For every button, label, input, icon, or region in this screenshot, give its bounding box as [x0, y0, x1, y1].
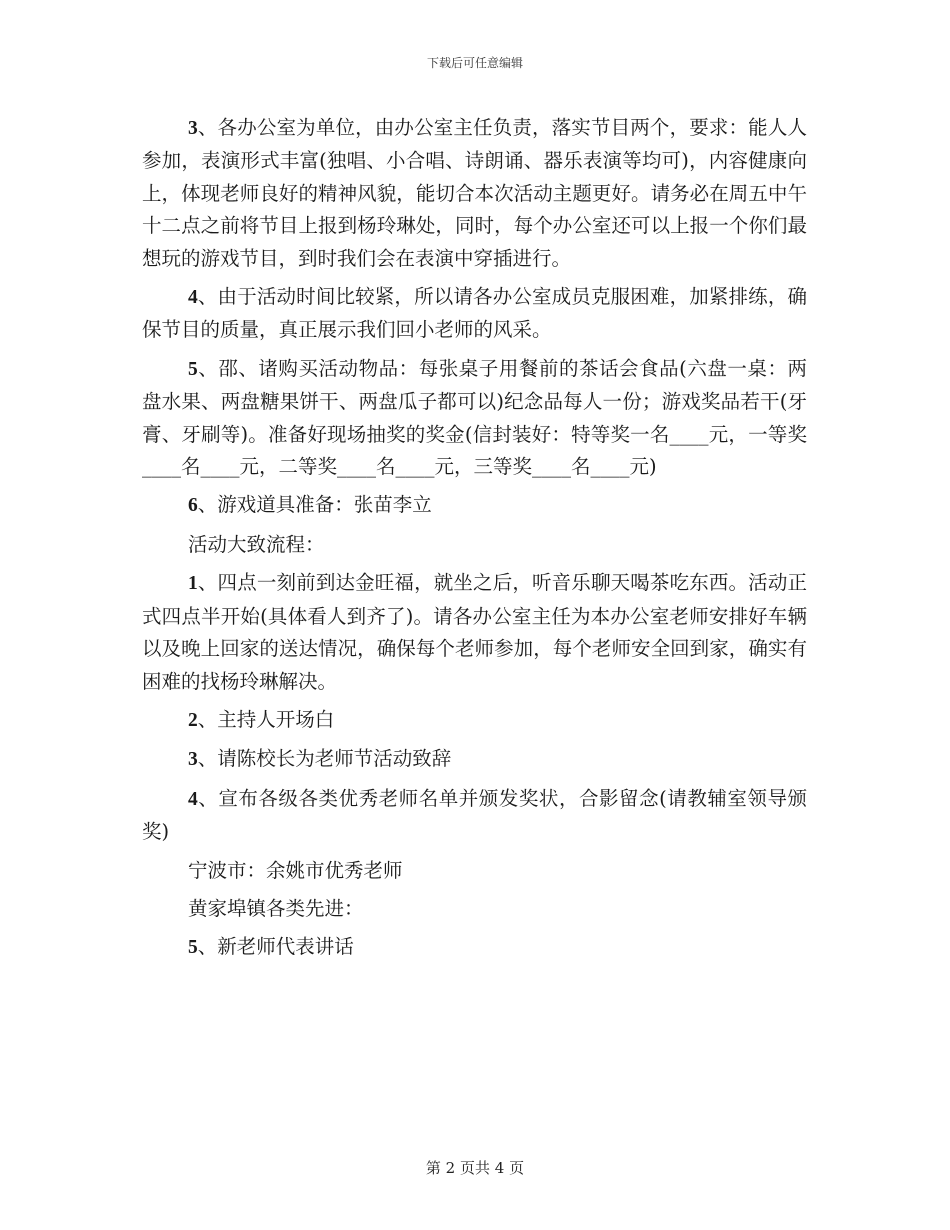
paragraph-flow-5-new-teacher [142, 931, 807, 964]
paragraph-flow-1-arrival [142, 567, 807, 698]
paragraph-ningbo [142, 855, 807, 887]
item-number: 1 [188, 573, 198, 595]
item-number: 5 [188, 358, 198, 380]
paragraph-text: 宁波市：余姚市优秀老师 [188, 858, 403, 882]
paragraph-flow-2-host [142, 704, 807, 737]
item-number: 5 [188, 937, 198, 959]
paragraph-item-5-purchases [142, 353, 807, 484]
paragraph-text: 黄家埠镇各类先进： [188, 896, 364, 920]
paragraph-text: 、邵、诸购买活动物品：每张桌子用餐前的茶话会食品(六盘一桌：两盘水果、两盘糖果饼干、两盘瓜子都可以)纪念品每人一份；游戏奖品若干(牙膏、牙刷等)。准备好现场抽奖的奖金(信封装好：特等奖一名____元，一等奖____名____元，二等奖____名____元，三等奖____名____元) [142, 356, 807, 479]
paragraph-text: 、宣布各级各类优秀老师名单并颁发奖状，合影留念(请教辅室领导颁奖) [142, 786, 807, 844]
page-header-note: 下载后可任意编辑 [426, 56, 523, 70]
section-heading-flow [142, 529, 807, 561]
item-number: 4 [188, 788, 198, 810]
page-number: 第 2 页共 4 页 [425, 1159, 525, 1177]
paragraph-text: 活动大致流程： [188, 532, 325, 556]
item-number: 4 [188, 287, 198, 309]
paragraph-text: 、各办公室为单位，由办公室主任负责，落实节目两个，要求：能人人参加，表演形式丰富(独唱、小合唱、诗朗诵、器乐表演等均可)，内容健康向上，体现老师良好的精神风貌，能切合本次活动主题更好。请务必在周五中午十二点之前将节目上报到杨玲琳处，同时，每个办公室还可以上报一个你们最想玩的游戏节目，到时我们会在表演中穿插进行。 [142, 116, 807, 270]
paragraph-text: 、四点一刻前到达金旺福，就坐之后，听音乐聊天喝茶吃东西。活动正式四点半开始(具体看人到齐了)。请各办公室主任为本办公室老师安排好车辆以及晚上回家的送达情况，确保每个老师参加，每个老师安全回到家，确实有困难的找杨玲琳解决。 [142, 571, 807, 693]
item-number: 3 [188, 749, 198, 771]
paragraph-huangjiabu [142, 893, 807, 925]
paragraph-text: 、主持人开场白 [197, 707, 335, 731]
paragraph-text: 、游戏道具准备：张苗李立 [197, 493, 432, 517]
paragraph-flow-4-awards [142, 783, 807, 849]
paragraph-item-6-props [142, 489, 807, 522]
document-body [142, 112, 807, 971]
item-number: 2 [188, 709, 198, 731]
paragraph-item-4-rehearsal [142, 281, 807, 347]
paragraph-flow-3-speech [142, 743, 807, 776]
item-number: 6 [188, 495, 198, 517]
paragraph-text: 、由于活动时间比较紧，所以请各办公室成员克服困难，加紧排练，确保节目的质量，真正展示我们回小老师的风采。 [142, 285, 807, 342]
item-number: 3 [188, 118, 198, 139]
paragraph-item-3-programs [142, 112, 807, 275]
paragraph-text: 、新老师代表讲话 [197, 935, 354, 959]
paragraph-text: 、请陈校长为老师节活动致辞 [197, 747, 452, 771]
